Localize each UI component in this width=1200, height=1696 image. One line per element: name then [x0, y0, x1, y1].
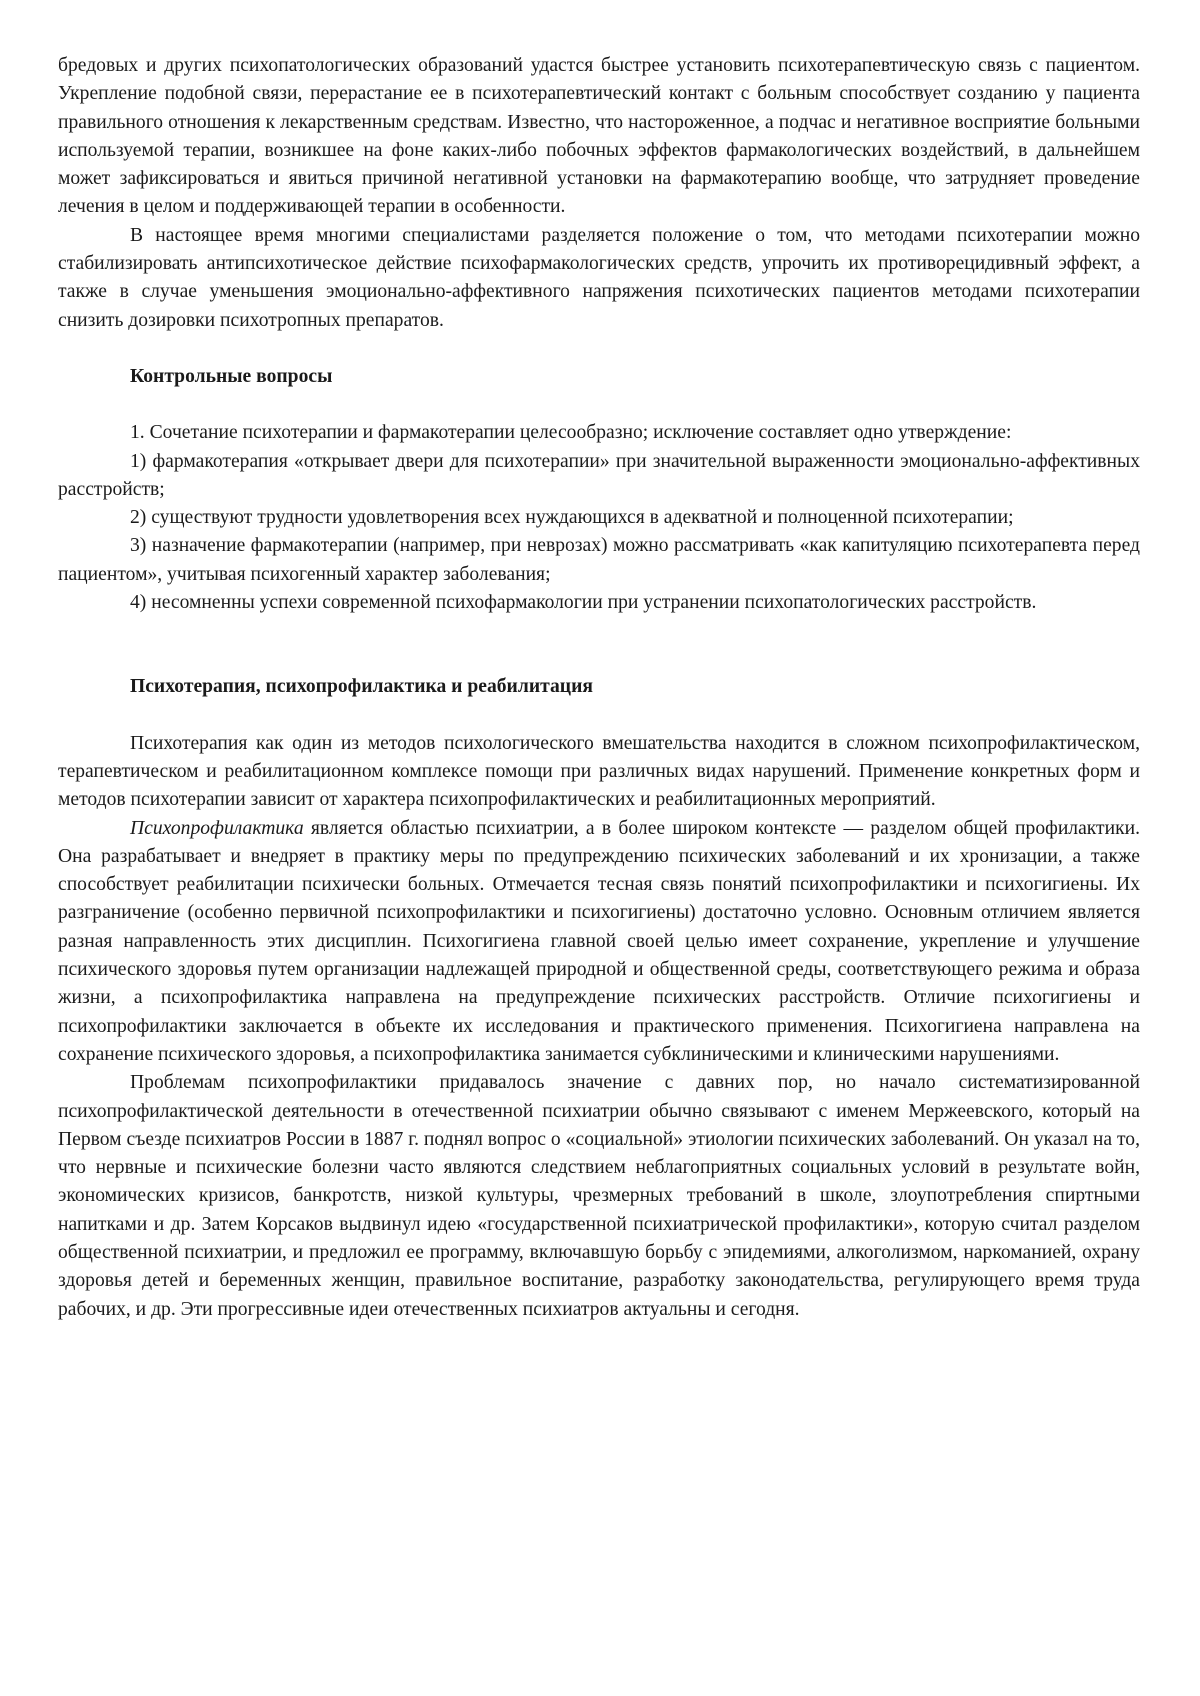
section-paragraph-3: Проблемам психопрофилактики придавалось значение с давних пор, но начало систематизированной психопрофилактической деятельности в отечественной психиатрии обычно связывают с именем Мержеевского, который на Первом съезде психиатров России в 1887 г. поднял вопрос о «социальной» этиологии психических заболеваний. Он указал на то, что нервные и психические болезни часто являются следствием неблагоприятных социальных условий в результате войн, экономических кризисов, банкротств, низкой культуры, чрезмерных требований в школе, злоупотребления спиртными напитками и др. Затем Корсаков выдвинул идею «государственной психиатрической профилактики», которую считал разделом общественной психиатрии, и предложил ее программу, включавшую борьбу с эпидемиями, алкоголизмом, наркоманией, охрану здоровья детей и беременных женщин, правильное воспитание, разработку законодательства, регулирующего время труда рабочих, и др. Эти прогрессивные идеи отечественных психиатров актуальны и сегодня. [58, 1072, 1140, 1320]
intro-paragraph-continuation: бредовых и других психопатологических образований удастся быстрее установить психотерапевтическую связь с пациентом. Укрепление подобной связи, перерастание ее в психотерапевтический контакт с больным способствует созданию у пациента правильного отношения к лекарственным средствам. Известно, что настороженное, а подчас и негативное восприятие больными используемой терапии, возникшее на фоне каких-либо побочных эффектов фармакологических воздействий, в дальнейшем может зафиксироваться и явиться причиной негативной установки на фармакотерапию вообще, что затрудняет проведение лечения в целом и поддерживающей терапии в особенности. [58, 55, 1140, 218]
answer-option-4: 4) несомненны успехи современной психофармакологии при устранении психопатологических расстройств. [130, 592, 1037, 614]
section-paragraph-1: Психотерапия как один из методов психологического вмешательства находится в сложном психопрофилактическом, терапевтическом и реабилитационном комплексе помощи при различных видах нарушений. Применение конкретных форм и методов психотерапии зависит от характера психопрофилактических и реабилитационных мероприятий. [58, 732, 1140, 811]
document-page [58, 52, 1140, 1324]
spacer [58, 702, 1140, 730]
intro-paragraph-2: В настоящее время многими специалистами разделяется положение о том, что методами психотерапии можно стабилизировать антипсихотическое действие психофармакологических средств, упрочить их противорецидивный эффект, а также в случае уменьшения эмоционально-аффективного напряжения психотических пациентов методами психотерапии снизить дозировки психотропных препаратов. [58, 224, 1140, 331]
section-heading: Психотерапия, психопрофилактика и реабилитация [130, 676, 593, 698]
answer-option-1: 1) фармакотерапия «открывает двери для психотерапии» при значительной выраженности эмоционально-аффективных расстройств; [58, 450, 1140, 500]
section-paragraph-2 [58, 815, 1140, 1070]
section-paragraph-2-text: является областью психиатрии, а в более широком контексте — разделом общей профилактики. Она разрабатывает и внедряет в практику меры по предупреждению психических заболеваний и их хронизации, а также способствует реабилитации психически больных. Отмечается тесная связь понятий психопрофилактики и психогигиены. Их разграничение (особенно первичной психопрофилактики и психогигиены) достаточно условно. Основным отличием является разная направленность этих дисциплин. Психогигиена главной своей целью имеет сохранение, укрепление и улучшение психического здоровья путем организации надлежащей природной и общественной среды, соответствующего режима и образа жизни, а психопрофилактика направлена на предупреждение психических расстройств. Отличие психогигиены и психопрофилактики заключается в объекте их исследования и практического применения. Психогигиена направлена на сохранение психического здоровья, а психопрофилактика занимается субклиническими и клиническими нарушениями. [58, 817, 1140, 1065]
spacer [58, 391, 1140, 419]
answer-option-2: 2) существуют трудности удовлетворения всех нуждающихся в адекватной и полноценной психотерапии; [130, 507, 1014, 529]
spacer [58, 335, 1140, 363]
term-psychoprophylaxis: Психопрофилактика [130, 817, 304, 839]
control-questions-heading: Контрольные вопросы [130, 365, 333, 387]
spacer [58, 617, 1140, 673]
question-1: 1. Сочетание психотерапии и фармакотерапии целесообразно; исключение составляет одно утверждение: [130, 422, 1012, 444]
answer-option-3: 3) назначение фармакотерапии (например, при неврозах) можно рассматривать «как капитуляцию психотерапевта перед пациентом», учитывая психогенный характер заболевания; [58, 535, 1140, 585]
